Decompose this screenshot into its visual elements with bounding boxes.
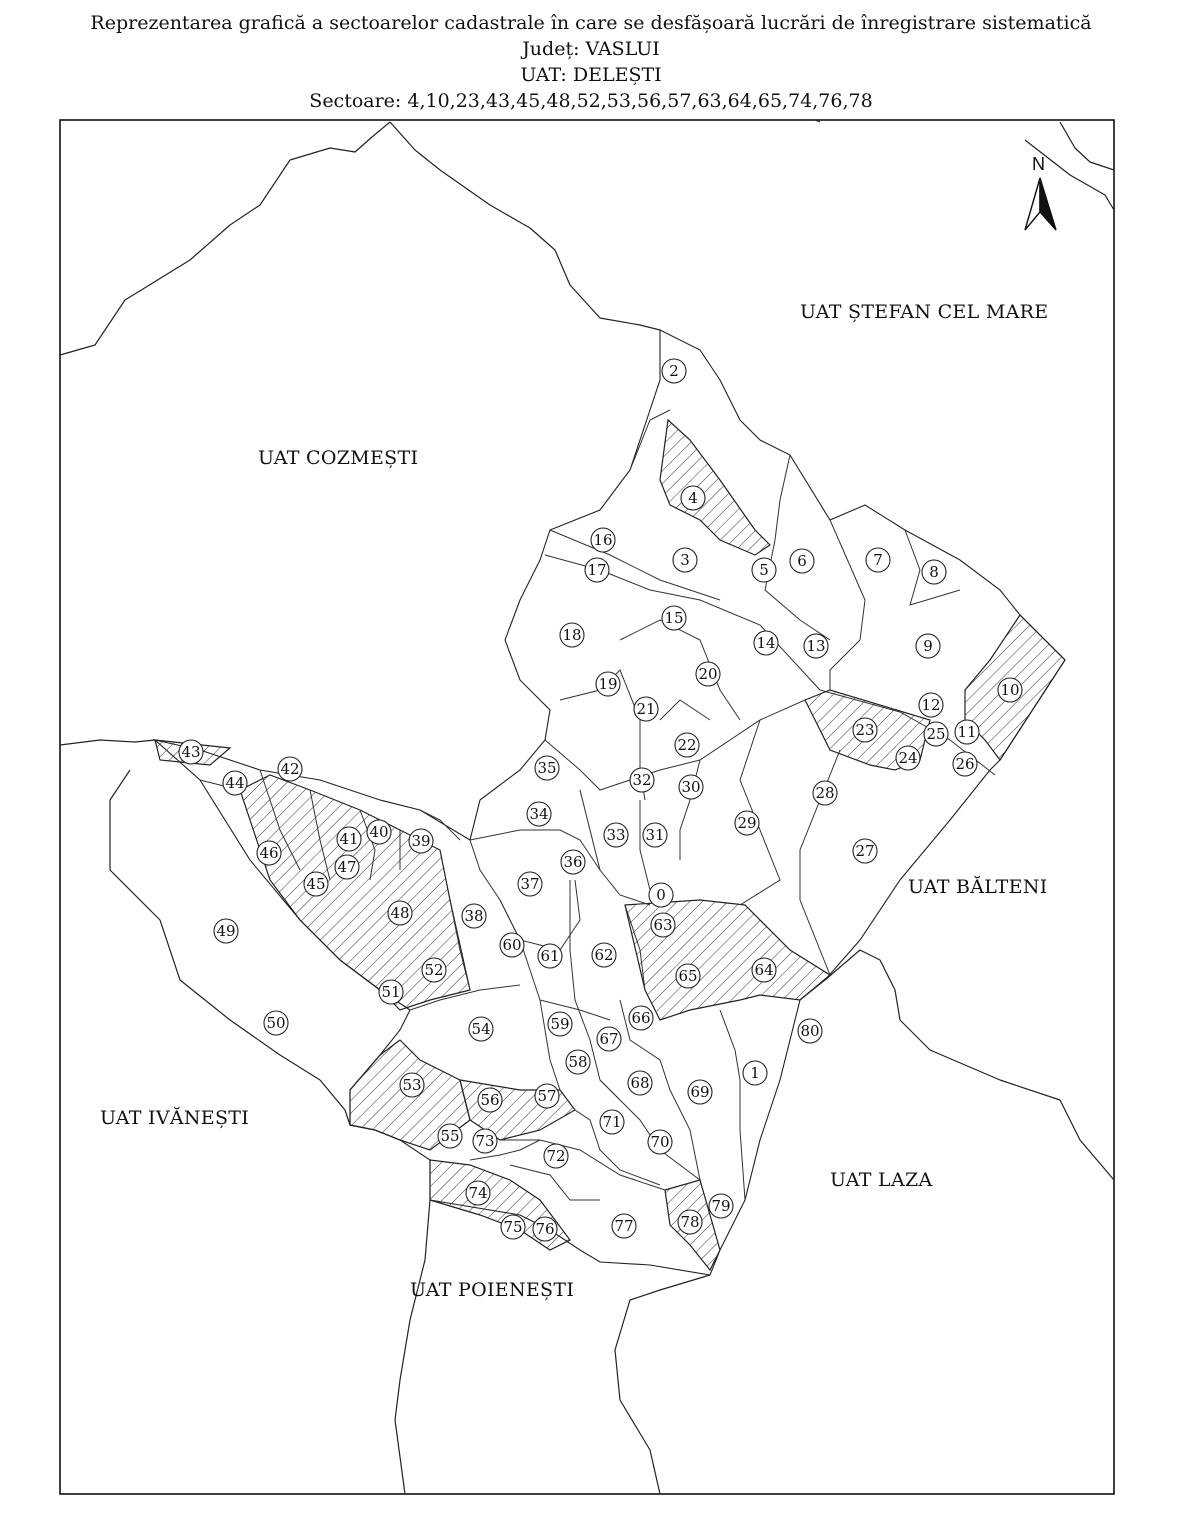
sector-number: 31	[645, 826, 665, 844]
sector-label-4	[681, 486, 705, 510]
sector-number: 26	[955, 755, 975, 773]
sector-number: 78	[680, 1213, 700, 1231]
sector-label-79	[709, 1194, 733, 1218]
sector-label-42	[278, 757, 302, 781]
sector-number: 17	[587, 561, 607, 579]
sector-number: 47	[337, 858, 357, 876]
sector-label-0	[649, 883, 673, 907]
sector-label-67	[597, 1027, 621, 1051]
sector-number: 58	[568, 1053, 588, 1071]
sector-number: 8	[929, 563, 939, 581]
sector-number: 27	[855, 842, 875, 860]
sector-label-64	[752, 958, 776, 982]
sector-label-22	[675, 733, 699, 757]
sector-label-7	[866, 548, 890, 572]
sector-label-49	[214, 919, 238, 943]
sector-label-76	[533, 1217, 557, 1241]
sector-label-74	[466, 1181, 490, 1205]
sector-number: 1	[750, 1064, 760, 1082]
sector-number: 66	[631, 1009, 651, 1027]
sector-number: 44	[225, 774, 245, 792]
sector-label-58	[566, 1050, 590, 1074]
sector-number: 72	[546, 1147, 566, 1165]
sector-number: 10	[1000, 681, 1020, 699]
sector-number: 12	[921, 696, 941, 714]
sector-number: 45	[306, 875, 326, 893]
sector-number: 21	[636, 700, 656, 718]
uat-poienesti-label: UAT POIENEȘTI	[410, 1279, 575, 1301]
uat-cozmesti-label: UAT COZMEȘTI	[258, 447, 419, 469]
sector-number: 19	[598, 675, 618, 693]
sector-label-8	[922, 560, 946, 584]
sector-label-14	[754, 631, 778, 655]
sector-label-21	[634, 697, 658, 721]
sector-label-70	[648, 1130, 672, 1154]
sector-label-77	[612, 1214, 636, 1238]
sector-label-30	[679, 775, 703, 799]
sector-number: 5	[759, 561, 769, 579]
sector-number: 16	[593, 531, 613, 549]
sector-number: 56	[480, 1091, 500, 1109]
sector-number: 35	[537, 759, 557, 777]
sector-label-39	[409, 829, 433, 853]
sector-number: 67	[599, 1030, 619, 1048]
sector-number: 68	[630, 1074, 650, 1092]
sector-number: 36	[563, 853, 583, 871]
sector-label-6	[790, 549, 814, 573]
sector-number: 24	[898, 749, 918, 767]
sector-label-13	[804, 634, 828, 658]
sector-number: 11	[957, 723, 977, 741]
sector-number: 29	[737, 814, 757, 832]
sector-label-10	[998, 678, 1022, 702]
sector-number: 4	[688, 489, 698, 507]
sector-number: 23	[855, 721, 875, 739]
sector-number: 73	[475, 1132, 495, 1150]
uat-balteni-label: UAT BĂLTENI	[908, 876, 1048, 898]
sector-label-31	[643, 823, 667, 847]
sector-label-50	[264, 1011, 288, 1035]
sector-label-27	[853, 839, 877, 863]
sector-label-35	[535, 756, 559, 780]
sector-label-68	[628, 1071, 652, 1095]
sector-number: 80	[800, 1022, 820, 1040]
sector-number: 76	[535, 1220, 555, 1238]
sector-label-44	[223, 771, 247, 795]
sector-label-63	[651, 913, 675, 937]
north-arrow-icon	[1025, 154, 1056, 230]
sector-label-80	[798, 1019, 822, 1043]
sector-label-54	[469, 1017, 493, 1041]
sector-label-12	[919, 693, 943, 717]
sector-label-66	[629, 1006, 653, 1030]
sector-number: 46	[259, 844, 279, 862]
sector-label-62	[592, 943, 616, 967]
sector-label-9	[916, 634, 940, 658]
sector-number: 64	[754, 961, 774, 979]
sector-number: 15	[664, 609, 684, 627]
sector-number: 79	[711, 1197, 731, 1215]
sector-number: 62	[594, 946, 614, 964]
uat-ivanesti-label: UAT IVĂNEȘTI	[100, 1107, 250, 1129]
sector-label-71	[600, 1110, 624, 1134]
sector-number: 9	[923, 637, 933, 655]
sector-number: 65	[678, 967, 698, 985]
sector-number: 75	[503, 1218, 523, 1236]
sector-label-32	[630, 768, 654, 792]
sector-number: 2	[669, 362, 679, 380]
uat-label: UAT: DELEȘTI	[520, 64, 662, 86]
sector-label-56	[478, 1088, 502, 1112]
sector-label-65	[676, 964, 700, 988]
north-label: N	[1032, 154, 1045, 174]
sector-label-26	[953, 752, 977, 776]
sector-number: 6	[797, 552, 807, 570]
sector-label-23	[853, 718, 877, 742]
sector-number: 25	[926, 725, 946, 743]
sector-label-73	[473, 1129, 497, 1153]
sector-number: 74	[468, 1184, 488, 1202]
sector-number: 70	[650, 1133, 670, 1151]
sector-label-36	[561, 850, 585, 874]
sector-number: 48	[390, 904, 410, 922]
sector-label-34	[527, 802, 551, 826]
sector-number: 51	[381, 983, 401, 1001]
sector-number: 69	[690, 1083, 710, 1101]
sector-number: 40	[369, 823, 389, 841]
sector-label-48	[388, 901, 412, 925]
sector-number: 30	[681, 778, 701, 796]
sector-label-52	[422, 958, 446, 982]
sector-number: 14	[756, 634, 776, 652]
sector-number: 13	[806, 637, 826, 655]
sector-number: 0	[656, 886, 666, 904]
sector-number: 71	[602, 1113, 622, 1131]
sector-label-51	[379, 980, 403, 1004]
sector-label-37	[518, 872, 542, 896]
sector-label-55	[438, 1124, 462, 1148]
sector-number: 49	[216, 922, 236, 940]
sector-number: 52	[424, 961, 444, 979]
sector-number: 53	[402, 1076, 422, 1094]
sector-label-38	[462, 904, 486, 928]
sector-label-25	[924, 722, 948, 746]
sector-number: 50	[266, 1014, 286, 1032]
sector-number: 34	[529, 805, 549, 823]
sector-number: 7	[873, 551, 883, 569]
uat-stefan-cel-mare-label: UAT ȘTEFAN CEL MARE	[800, 301, 1049, 323]
map-title: Reprezentarea grafică a sectoarelor cadastrale în care se desfășoară lucrări de înregistrare sistematică	[90, 12, 1092, 34]
sector-label-20	[696, 662, 720, 686]
sector-label-41	[337, 827, 361, 851]
sector-label-43	[179, 740, 203, 764]
sector-label-15	[662, 606, 686, 630]
sector-label-33	[604, 823, 628, 847]
sector-number: 77	[614, 1217, 634, 1235]
sector-number: 57	[537, 1087, 557, 1105]
sector-number: 38	[464, 907, 484, 925]
sector-number: 42	[280, 760, 300, 778]
sector-number: 33	[606, 826, 626, 844]
sector-label-3	[673, 548, 697, 572]
sector-label-69	[688, 1080, 712, 1104]
sector-number: 28	[815, 784, 835, 802]
sector-number: 22	[677, 736, 697, 754]
sector-label-17	[585, 558, 609, 582]
sector-number: 54	[471, 1020, 491, 1038]
county-label: Județ: VASLUI	[522, 38, 660, 60]
sector-number: 37	[520, 875, 540, 893]
sector-label-40	[367, 820, 391, 844]
sector-label-1	[743, 1061, 767, 1085]
sector-label-60	[500, 933, 524, 957]
sector-number: 60	[502, 936, 522, 954]
sector-number: 55	[440, 1127, 460, 1145]
sector-label-16	[591, 528, 615, 552]
sector-label-11	[955, 720, 979, 744]
sector-label-5	[752, 558, 776, 582]
sector-label-29	[735, 811, 759, 835]
sector-label-45	[304, 872, 328, 896]
sector-number: 20	[698, 665, 718, 683]
sector-label-53	[400, 1073, 424, 1097]
sector-label-75	[501, 1215, 525, 1239]
sector-label-18	[560, 623, 584, 647]
sector-label-57	[535, 1084, 559, 1108]
sector-number: 43	[181, 743, 201, 761]
sectors-label: Sectoare: 4,10,23,43,45,48,52,53,56,57,63,64,65,74,76,78	[309, 90, 873, 112]
uat-laza-label: UAT LAZA	[830, 1169, 933, 1191]
sector-label-2	[662, 359, 686, 383]
sector-label-19	[596, 672, 620, 696]
sector-number: 61	[540, 947, 560, 965]
sector-label-72	[544, 1144, 568, 1168]
sector-number: 63	[653, 916, 673, 934]
sector-number: 32	[632, 771, 652, 789]
sector-number: 39	[411, 832, 431, 850]
sector-label-61	[538, 944, 562, 968]
sector-label-24	[896, 746, 920, 770]
sector-label-46	[257, 841, 281, 865]
sector-label-47	[335, 855, 359, 879]
sector-number: 59	[550, 1015, 570, 1033]
sector-number: 41	[339, 830, 359, 848]
sector-number: 3	[680, 551, 690, 569]
sector-number: 18	[562, 626, 582, 644]
sector-label-59	[548, 1012, 572, 1036]
sector-label-28	[813, 781, 837, 805]
sector-label-78	[678, 1210, 702, 1234]
